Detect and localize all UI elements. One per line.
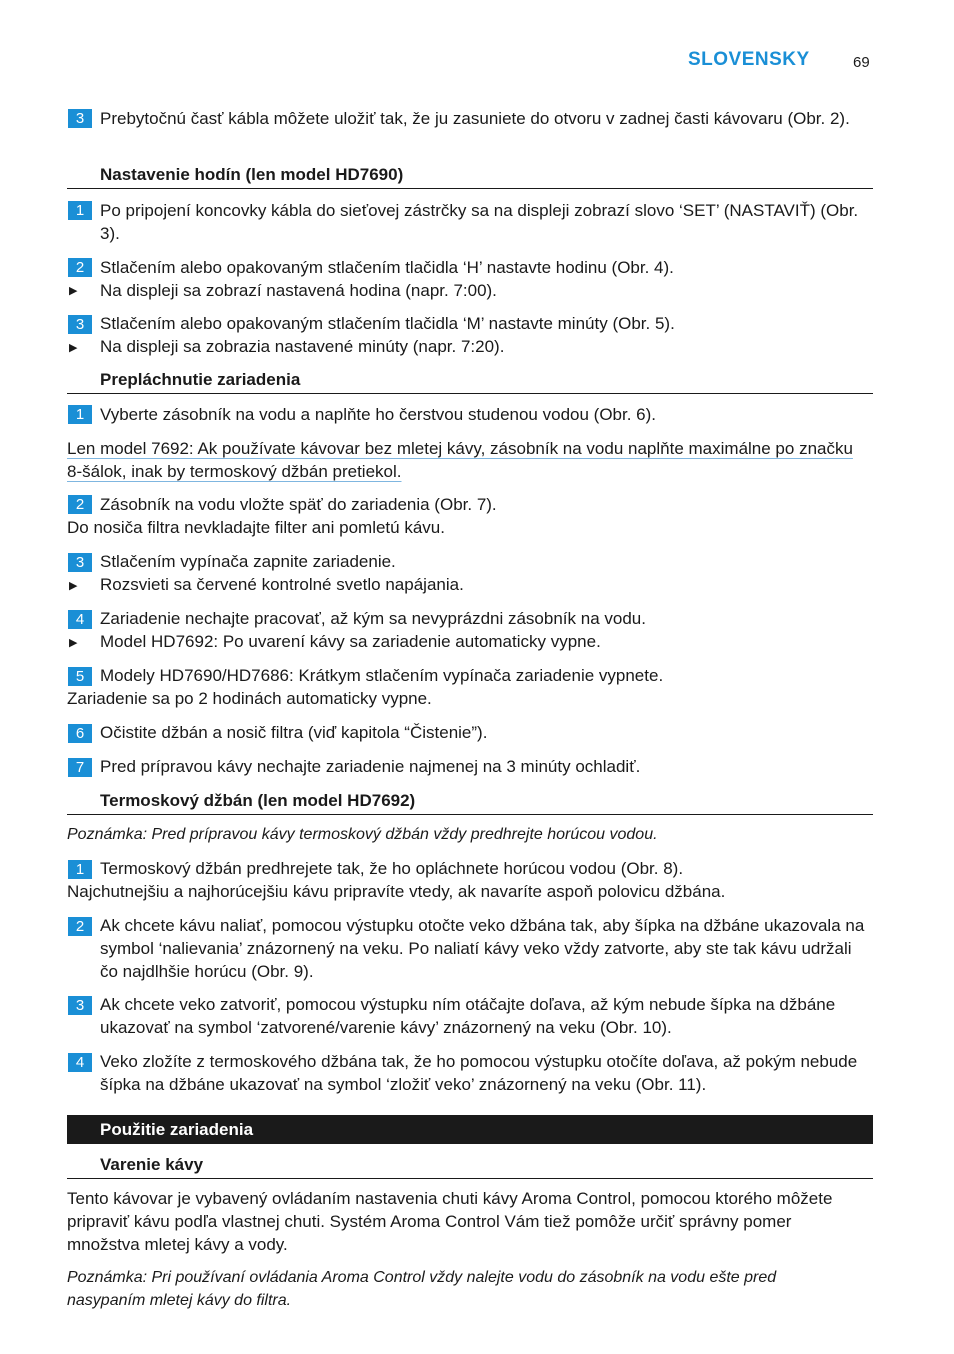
step-text: Ak chcete veko zatvoriť, pomocou výstupku ním otáčajte doľava, až kým nebude šípka na džbáne ukazovať na symbol ‘zatvorené/varenie kávy’ znázornený na veku (Obr. 10). [100, 995, 836, 1037]
step-text: Očistite džbán a nosič filtra (viď kapitola “Čistenie”). [100, 723, 488, 742]
result-text: Na displeji sa zobrazia nastavené minúty (napr. 7:20). [100, 337, 505, 356]
step-number-badge: 5 [68, 667, 92, 686]
step-number-badge: 1 [68, 860, 92, 879]
heading-rule [67, 814, 873, 815]
heading-rule [67, 1178, 873, 1179]
step-text: Zásobník na vodu vložte späť do zariadenia (Obr. 7). [100, 495, 497, 514]
step-text: Pred prípravou kávy nechajte zariadenie najmenej na 3 minúty ochladiť. [100, 757, 641, 776]
step-number-badge: 3 [68, 553, 92, 572]
step-text: Termoskový džbán predhrejete tak, že ho opláchnete horúcou vodou (Obr. 8). [100, 859, 684, 878]
section-title-usage: Použitie zariadenia [100, 1120, 254, 1139]
intro-paragraph: Tento kávovar je vybavený ovládaním nastavenia chuti kávy Aroma Control, pomocou ktorého môžete pripraviť kávu podľa vlastnej chuti. Systém Aroma Control Vám tiež pomôže určiť správny pomer množstva mletej kávy a vody. [67, 1189, 833, 1254]
step-number-badge: 3 [68, 996, 92, 1015]
step-text: Zariadenie nechajte pracovať, až kým sa nevyprázdni zásobník na vodu. [100, 609, 646, 628]
step-number-badge: 2 [68, 495, 92, 514]
model-note: Len model 7692: Ak používate kávovar bez mletej kávy, zásobník na vodu naplňte maximálne po značku 8-šálok, inak by termoskový džbán pretiekol. [67, 439, 853, 481]
section-heading-clock: Nastavenie hodín (len model HD7690) [100, 165, 404, 184]
section-heading-rinse: Prepláchnutie zariadenia [100, 370, 301, 389]
result-bullet-icon: ▶ [69, 637, 78, 649]
language-label: SLOVENSKY [688, 49, 810, 70]
step-number-badge: 3 [68, 109, 92, 128]
step-text: Stlačením vypínača zapnite zariadenie. [100, 552, 396, 571]
step-number-badge: 1 [68, 405, 92, 424]
step-extra-text: Zariadenie sa po 2 hodinách automaticky vypne. [67, 689, 432, 708]
step-number-badge: 7 [68, 758, 92, 777]
note-text: Poznámka: Pred prípravou kávy termoskový džbán vždy predhrejte horúcou vodou. [67, 826, 658, 843]
note-text: Poznámka: Pri používaní ovládania Aroma Control vždy nalejte vodu do zásobník na vodu ešte pred nasypaním mletej kávy do filtra. [67, 1269, 777, 1309]
result-text: Na displeji sa zobrazí nastavená hodina (napr. 7:00). [100, 281, 497, 300]
result-text: Model HD7692: Po uvarení kávy sa zariadenie automaticky vypne. [100, 632, 601, 651]
step-number-badge: 6 [68, 724, 92, 743]
heading-rule [67, 188, 873, 189]
result-bullet-icon: ▶ [69, 580, 78, 592]
result-bullet-icon: ▶ [69, 342, 78, 354]
step-text: Ak chcete kávu naliať, pomocou výstupku otočte veko džbána tak, aby šípka na džbáne ukazovala na symbol ‘nalievania’ znázornený na veku. Po naliatí kávy veko vždy zatvorte, aby ste tak kávu udržali čo najdlhšie horúcu (Obr. 9). [100, 916, 865, 981]
step-number-badge: 4 [68, 1053, 92, 1072]
step-number-badge: 3 [68, 315, 92, 334]
section-heading-brewing: Varenie kávy [100, 1155, 204, 1174]
step-number-badge: 1 [68, 201, 92, 220]
step-number-badge: 2 [68, 258, 92, 277]
step-text: Stlačením alebo opakovaným stlačením tlačidla ‘H’ nastavte hodinu (Obr. 4). [100, 258, 674, 277]
page-number: 69 [853, 54, 870, 71]
step-text: Prebytočnú časť kábla môžete uložiť tak, že ju zasuniete do otvoru v zadnej časti kávovaru (Obr. 2). [100, 109, 850, 128]
step-text: Vyberte zásobník na vodu a naplňte ho čerstvou studenou vodou (Obr. 6). [100, 405, 657, 424]
step-text: Modely HD7690/HD7686: Krátkym stlačením vypínača zariadenie vypnete. [100, 666, 664, 685]
step-extra-text: Do nosiča filtra nevkladajte filter ani pomletú kávu. [67, 518, 445, 537]
step-extra-text: Najchutnejšiu a najhorúcejšiu kávu pripravíte vtedy, ak navaríte aspoň polovicu džbána. [67, 882, 726, 901]
step-text: Po pripojení koncovky kábla do sieťovej zástrčky sa na displeji zobrazí slovo ‘SET’ (NASTAVIŤ) (Obr. 3). [100, 201, 859, 243]
step-text: Veko zložíte z termoskového džbána tak, že ho pomocou výstupku otočíte doľava, až pokým nebude šípka na džbáne ukazovať na symbol ‘zložiť veko’ znázornený na veku (Obr. 11). [100, 1052, 858, 1094]
section-heading-thermos: Termoskový džbán (len model HD7692) [100, 791, 416, 810]
heading-rule [67, 393, 873, 394]
step-number-badge: 2 [68, 917, 92, 936]
step-number-badge: 4 [68, 610, 92, 629]
result-text: Rozsvieti sa červené kontrolné svetlo napájania. [100, 575, 464, 594]
step-text: Stlačením alebo opakovaným stlačením tlačidla ‘M’ nastavte minúty (Obr. 5). [100, 314, 675, 333]
result-bullet-icon: ▶ [69, 285, 78, 297]
